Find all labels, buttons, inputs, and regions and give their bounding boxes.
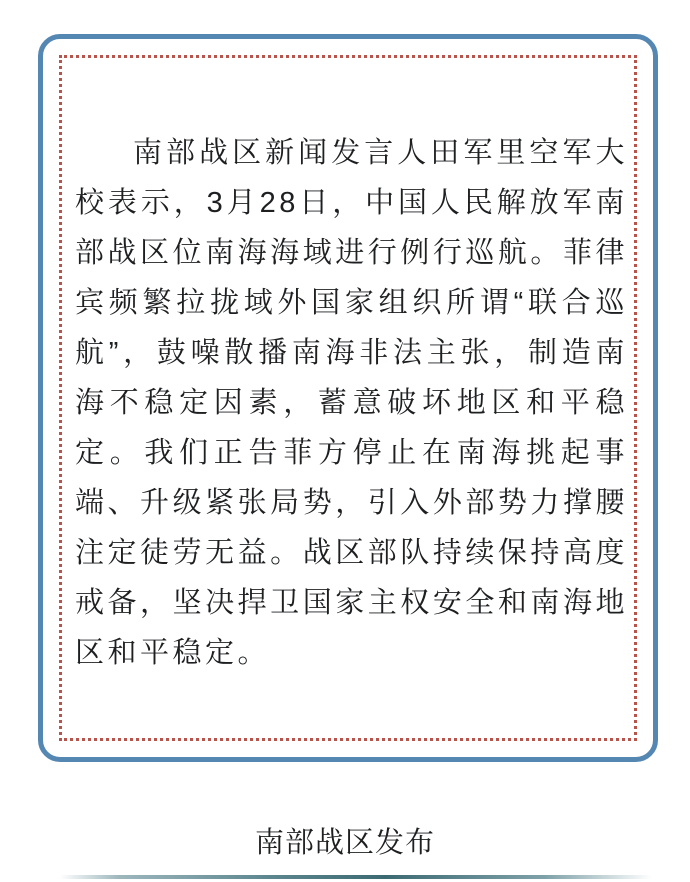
announcement-paragraph: 南部战区新闻发言人田军里空军大校表示，3月28日，中国人民解放军南部战区位南海海域进行例行巡航。菲律宾频繁拉拢域外国家组织所谓“联合巡航”，鼓噪散播南海非法主张，制造南海不稳定因素，蓄意破坏地区和平稳定。我们正告菲方停止在南海挑起事端、升级紧张局势，引入外部势力撑腰注定徒劳无益。战区部队持续保持高度戒备，坚决捍卫国家主权安全和南海地区和平稳定。 — [75, 137, 628, 669]
dotted-inner-border — [59, 55, 637, 741]
image-caption: 南部战区发布 — [254, 827, 435, 859]
next-image-top-edge — [60, 875, 652, 879]
announcement-card — [38, 34, 658, 762]
